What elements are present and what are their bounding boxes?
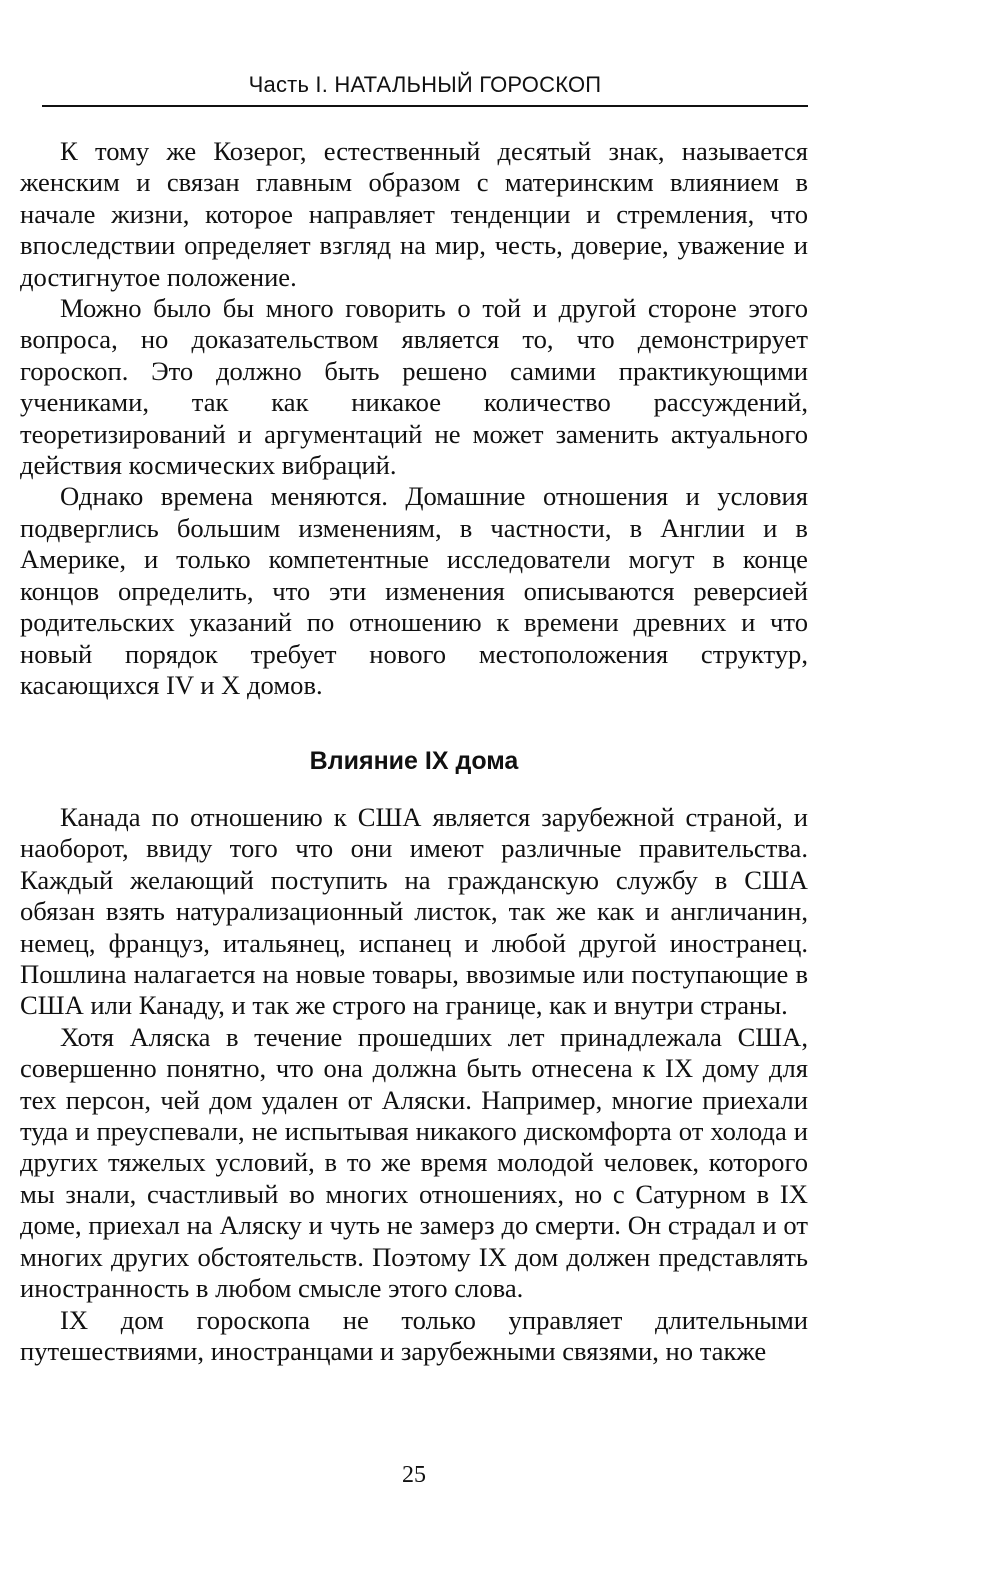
paragraph: К тому же Козерог, естественный десятый знак, называется женским и связан главным образом с материнским влиянием в начале жизни, которое направляет тенденции и стремления, что впоследствии определяет взгляд на мир, честь, доверие, уважение и достигнутое положение. [20,136,808,292]
paragraph: Канада по отношению к США является зарубежной страной, и наоборот, ввиду того что они имеют различные правительства. Каждый желающий поступить на гражданскую службу в США обязан взять натурализационный листок, так же как и англичанин, немец, француз, итальянец, испанец и любой другой иностранец. Пошлина налагается на новые товары, ввозимые или поступающие в США или Канаду, и так же строго на границе, как и внутри страны. [20,802,808,1021]
paragraph: Однако времена меняются. Домашние отношения и условия подверглись большим изменениям, в частности, в Англии и в Америке, и только компетентные исследователи могут в конце концов определить, что эти изменения описываются реверсией родительских указаний по отношению к времени древних и что новый порядок требует нового местоположения структур, касающихся IV и X домов. [20,481,808,700]
ninth-house-text-block [20,802,808,1367]
header-rule [42,105,808,107]
page-number: 25 [402,1462,426,1488]
section-heading: Влияние IX дома [309,747,519,775]
paragraph: Можно было бы много говорить о той и другой стороне этого вопроса, но доказательством является то, что демонстрирует гороскоп. Это должно быть решено самими практикующими учениками, так как никакое количество рассуждений, теоретизирований и аргументаций не может заменить актуального действия космических вибраций. [20,293,808,481]
running-head: Часть I. НАТАЛЬНЫЙ ГОРОСКОП [248,72,602,97]
intro-text-block [20,136,808,701]
paragraph: IX дом гороскопа не только управляет длительными путешествиями, иностранцами и зарубежными связями, но также [20,1304,808,1366]
paragraph: Хотя Аляска в течение прошедших лет принадлежала США, совершенно понятно, что она должна быть отнесена к IX дому для тех персон, чей дом удален от Аляски. Например, многие приехали туда и преуспевали, не испытывая никакого дискомфорта от холода и других тяжелых условий, в то же время молодой человек, которого мы знали, счастливый во многих отношениях, но с Сатурном в IX доме, приехал на Аляску и чуть не замерз до смерти. Он страдал и от многих других обстоятельств. Поэтому IX дом должен представлять иностранность в любом смысле этого слова. [20,1021,808,1304]
